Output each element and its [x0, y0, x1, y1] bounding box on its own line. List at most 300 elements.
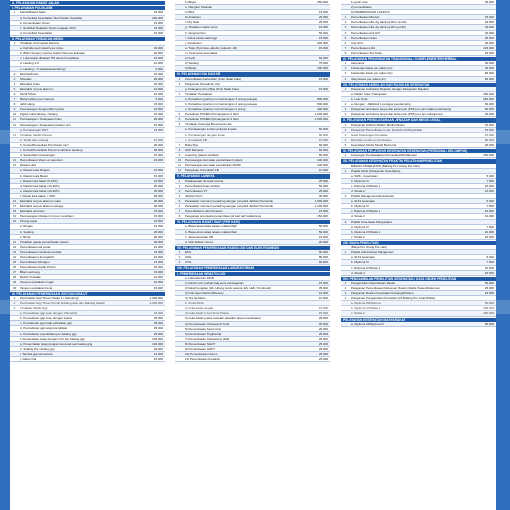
row-number — [10, 143, 19, 147]
row-number: 8 — [178, 147, 181, 152]
row-label: a. Laboratorium Klinik — [185, 275, 215, 280]
row-price: 35.000 — [318, 193, 328, 198]
row-label: i. Cabut tunda sakit/ gigi — [185, 35, 218, 40]
row-price: 50.000 — [318, 30, 328, 35]
row-label: f. Rawat luka bakar > 30% — [20, 193, 56, 198]
row-price: 5.000 — [155, 66, 163, 71]
row-label: Pelepasan Konsultasi KB — [185, 168, 219, 173]
row-price: 100.000 — [152, 336, 163, 341]
section-header: VII. PELAYANAN PEMERIKSAAN RADIOLOGI DAN ELEKTROMEDIS — [175, 246, 330, 250]
row-number: 5 — [344, 142, 347, 147]
row-number — [10, 153, 19, 157]
row-number: 2 — [344, 66, 347, 71]
row-price: 10.000 — [318, 137, 328, 142]
row-number: 3 — [344, 132, 347, 137]
row-price: 50.000 — [484, 127, 494, 132]
row-price: 5.000 — [486, 199, 494, 204]
row-label: e. Rawat luka bakar (20-30%) — [20, 188, 60, 193]
row-number — [10, 148, 19, 152]
section-header: I. PEMERIKSAAN HEMATOLOGI — [175, 272, 330, 276]
row-price: 150.000 — [317, 214, 328, 219]
row-price: 50.000 — [484, 76, 494, 81]
row-number — [341, 322, 350, 326]
row-label: Pelaksanaan Surveal control — [185, 178, 224, 183]
column-2 — [175, 0, 330, 362]
row-price — [302, 122, 330, 126]
row-number: 4 — [344, 76, 347, 81]
row-price: 45.000 — [153, 188, 163, 193]
row-label: Tindakan Medik Khusus — [20, 132, 52, 137]
row-price: 50.000 — [318, 183, 328, 188]
row-number: 25 — [12, 260, 17, 265]
row-label: Karcis/Rawat Jalan — [20, 10, 46, 15]
row-label: b. Luar Kota — [351, 97, 368, 101]
row-number: 29 — [12, 280, 17, 285]
row-label: e. Pencabutan anestetikan per-batang gigi — [20, 331, 77, 336]
row-label: 2) pemeriksaan — [351, 5, 372, 10]
row-price — [137, 163, 165, 167]
row-label: a. Konsultasi Kesehatan Oleh Dokter Spesialis — [20, 15, 83, 20]
row-label: 10) Pemeriksaan Ureum — [185, 352, 218, 357]
row-label: Bebat jahitan per luasnya — [20, 97, 54, 102]
row-label: Pemeriksaan tali pusat — [20, 244, 51, 249]
row-number: 6 — [178, 203, 181, 208]
row-number — [175, 347, 184, 351]
row-price: 15.000 — [153, 102, 163, 107]
row-price: 10.000 — [318, 291, 328, 295]
row-number: 20 — [12, 219, 17, 224]
row-label: a. Diploma III/Diploma IV — [351, 321, 385, 326]
row-label: Pelayanan Rekam Kesehatan Keluarga/Pasien — [351, 291, 414, 296]
row-label: Ekstraksi serumen — [20, 209, 45, 214]
row-label: Tampon epistaksis berat — [20, 285, 53, 290]
row-number — [341, 184, 350, 188]
row-price: 15.000 — [153, 209, 163, 214]
row-number: 1 — [344, 86, 347, 91]
row-number: 2 — [13, 300, 16, 305]
row-label: h. Gingivectomi — [185, 30, 206, 35]
row-price: 15.000 — [153, 86, 163, 91]
row-number: 15 — [12, 163, 17, 168]
row-label: Perawatan normal 2 penadrng dengan penyakit Jahitan Perinstruk — [185, 198, 274, 203]
row-label: Pelayanan ambulans tanpa dan kelompok (PSK) per jam selanjutnya — [351, 112, 443, 117]
row-price: 25.000 — [484, 0, 494, 4]
row-number — [175, 127, 184, 131]
row-price — [302, 82, 330, 86]
row-number: 6 — [178, 122, 181, 127]
row-number — [341, 311, 350, 315]
row-price: 10.000 — [484, 214, 494, 219]
row-number — [341, 0, 350, 4]
row-number — [10, 224, 19, 228]
row-number: 16 — [12, 198, 17, 203]
row-number — [175, 311, 184, 315]
row-number: 2 — [344, 20, 347, 25]
row-price: 250.000 — [483, 97, 494, 101]
row-number: 9 — [178, 152, 181, 157]
table-row — [10, 286, 165, 291]
row-number — [10, 16, 19, 20]
section-header: VIII. PELAYANAN PEMERIKSAAN LABORATORIUM — [175, 266, 330, 270]
row-label: 1) ppeh vete — [351, 0, 368, 4]
row-price: 60.000 — [318, 260, 328, 265]
row-label: a. Pelayanan Ibu Nifas (Post Natal Care) — [185, 86, 240, 91]
row-label: c. Berat — [20, 234, 31, 239]
row-number: 28 — [12, 275, 17, 280]
row-label: a. Dalam Kota / Kabupaten — [351, 91, 388, 96]
row-number: 30 — [12, 285, 17, 290]
row-price: 2.000.000 — [149, 300, 163, 305]
row-label: b. Rawat Luka Besar — [20, 173, 48, 178]
row-price: 10.000 — [153, 153, 163, 158]
row-price: 50.000 — [484, 61, 494, 66]
row-price: 5.000 — [155, 97, 163, 102]
table-row — [341, 271, 496, 276]
row-label: 1) Bibir — [185, 10, 195, 15]
row-price: 50.000 — [318, 229, 328, 234]
row-label: b. Konsul/Konsultasi Pra Dokter Gizi — [20, 142, 69, 147]
row-price: 400.000 — [317, 107, 328, 112]
row-number — [341, 260, 350, 264]
row-price: 15.000 — [484, 122, 494, 127]
row-label: g. Tindakan medis minor — [185, 25, 218, 30]
row-label: 1) Kecil — [185, 56, 196, 61]
row-number — [341, 5, 350, 9]
row-label: Pelayanan ambulans tanpa dan kelompok (PSK) per jam tidak pendamping — [351, 107, 452, 112]
row-label: Bilas Lambung — [20, 270, 40, 275]
row-number — [175, 352, 184, 356]
row-price: 25.000 — [318, 357, 328, 362]
row-label: Sirih Mamosa — [185, 147, 204, 152]
row-number: 5 — [13, 86, 16, 91]
row-number: 1 — [13, 295, 16, 300]
row-label: a. Diploma III/Diploma — [351, 301, 381, 306]
row-number: 7 — [178, 142, 181, 147]
row-label: c. Sertifikat Swakasir Surat Lengkap 2014 — [20, 25, 76, 30]
row-label: c. Luka bakar dibawah 5% tanpa Komplikasi — [20, 56, 79, 61]
section-header: IV. PELAYANAN KIA DAN KB — [175, 72, 330, 76]
row-number: 8 — [344, 50, 347, 55]
row-label: Pelayanan Ambulans Rujukan dengan Pelayanan Rujukan — [351, 86, 429, 91]
row-label: Akupuntur — [351, 61, 365, 66]
row-label: b. Pemeriksaan Visum — [20, 20, 50, 25]
row-price: 15.000 — [153, 351, 163, 356]
row-label: Akupresure per paket (1x) — [351, 76, 386, 81]
row-label: d. Strata 2 — [351, 270, 365, 275]
row-price: 1.100.000 — [314, 203, 328, 208]
row-price: 15.000 — [153, 224, 163, 229]
row-label: a. Persalinan (partus) normal dengan 3 orang petugas — [185, 96, 258, 101]
row-label: Kesehatan Medis Model Barcorret — [351, 142, 397, 147]
row-number — [10, 67, 19, 71]
row-number: 3 — [344, 71, 347, 76]
row-price: 25.000 — [153, 331, 163, 336]
row-label: Pelayanan Pengambilan Penelitian (Di Bidang Per Judul/Paket) — [351, 296, 436, 301]
row-number: 8 — [13, 102, 16, 107]
row-number: 1 — [178, 178, 181, 183]
row-label: 2) Anaksam — [185, 15, 201, 20]
row-price — [468, 250, 496, 254]
row-price: 20.000 — [318, 326, 328, 331]
row-price: 15.000 — [484, 50, 494, 55]
row-label: e. Mengkur Tekanan — [185, 5, 213, 10]
row-price: 25.000 — [318, 347, 328, 352]
row-label: a. Pencabutan gigi susu dengan Chlorethyl — [20, 311, 78, 316]
row-price: 10.000 — [318, 168, 328, 173]
section-header: XII. PELAYANAN AMBULAN DAN RUJUKAN KESEHATAN — [341, 83, 496, 87]
row-label: Pembuatan Gigi Tiruan Penuh Rahang atas dan Rahang bawah — [20, 300, 105, 305]
table-row — [10, 31, 165, 36]
row-price: 25.000 — [318, 352, 328, 357]
row-label: b. Sedang — [20, 229, 34, 234]
row-label: Persalinan PONED (Penanganan 3 hari) — [185, 117, 239, 122]
row-label: a. SLTA sederajat — [351, 255, 375, 260]
table-row — [341, 143, 496, 148]
row-price: 50.000 — [318, 127, 328, 132]
section-header: A. PELAYANAN RAWAT JALAN — [10, 1, 165, 5]
table-row — [341, 235, 496, 240]
row-price: 20.000 — [153, 265, 163, 270]
row-number — [10, 316, 19, 320]
row-price: 30.000 — [153, 234, 163, 239]
row-label: d. Surat Alami Keterangan — [20, 153, 56, 158]
row-number: 1 — [178, 76, 181, 81]
row-price: 1.500.000 — [314, 117, 328, 122]
row-price — [468, 87, 496, 91]
row-label: b. Diploma IV/Strata 1 — [351, 306, 381, 311]
row-label: a. Pemasangan implan pelepas implan — [185, 127, 237, 132]
row-price: 15.000 — [484, 15, 494, 20]
row-label: Jahit ulang — [20, 102, 35, 107]
table-row — [175, 260, 330, 265]
row-price — [137, 133, 165, 137]
row-label: h. Scaling Per rahang gigi — [20, 346, 55, 351]
row-price: 30.000 — [484, 40, 494, 45]
row-label: d. Rawat luka bakar (10-20%) — [20, 183, 60, 188]
row-number: 2 — [344, 286, 347, 291]
row-price: 10.000 — [484, 209, 494, 214]
row-label: Pemeriksaan insufiensi perbaik — [20, 249, 62, 254]
row-price: 30.000 — [153, 46, 163, 51]
row-number: 13 — [12, 132, 17, 137]
row-number: 3 — [344, 219, 347, 224]
row-label: Tindakan Unit Gawat Darurat — [20, 41, 59, 46]
row-price: 15.000 — [153, 178, 163, 183]
row-label: Ekstraksi Kuku — [20, 81, 40, 86]
row-price — [302, 276, 330, 280]
row-label: Fisioterapi dasar per pakel (1x) — [351, 66, 393, 71]
row-label: 1) Gula darah sesaat — [185, 306, 214, 311]
row-price — [468, 245, 496, 249]
row-label: Pemeriksaan Hbs Ag (lainnya Rhu jernih) — [351, 25, 406, 30]
row-label: Tampon epistaksis ringan — [20, 280, 54, 285]
row-label: c. Strata 2 — [351, 311, 365, 316]
row-number — [341, 204, 350, 208]
row-price: 25.000 — [484, 35, 494, 40]
row-number — [175, 337, 184, 341]
row-label: Ekstraksi corpus alienum telinga — [20, 204, 64, 209]
row-price: 800.000 — [317, 96, 328, 101]
row-number: 2 — [13, 71, 16, 76]
row-number: 12 — [177, 168, 182, 173]
row-price: 40.000 — [484, 66, 494, 71]
row-number: 11 — [12, 117, 17, 122]
row-price: 15.000 — [153, 10, 163, 15]
row-label: Bedah Tiroidale — [20, 275, 41, 280]
row-label: Pemeriksaan Gram — [351, 35, 377, 40]
row-label: Pelayanan Persalinan (Isi) — [185, 81, 221, 86]
row-label: Pemeriksaan Visum et repertum — [20, 158, 63, 163]
row-price — [137, 41, 165, 45]
row-price: 20.000 — [484, 142, 494, 147]
row-label: b. Diploma III — [351, 260, 369, 265]
row-number — [175, 97, 184, 101]
table-row — [341, 153, 496, 158]
row-label: 8) Pemeriksaan SGOT — [185, 341, 216, 346]
row-number — [175, 36, 184, 40]
row-label: 9) Pemeriksaan SGPT — [185, 347, 216, 352]
row-price: 7.500 — [486, 204, 494, 209]
row-price: 75.000 — [318, 61, 328, 66]
row-price: 25.000 — [318, 341, 328, 346]
row-label: a. Pemasangan NGT — [20, 127, 49, 132]
table-row — [341, 322, 496, 327]
row-number: 4 — [344, 137, 347, 142]
row-price — [302, 301, 330, 305]
row-number — [175, 133, 184, 137]
row-label: a. Trato (Pyrolova, alkoful, pulpectl, dll) — [185, 45, 237, 50]
row-number — [10, 138, 19, 142]
row-price — [468, 5, 496, 9]
row-label: Tindakan Medik Gigi — [20, 306, 48, 311]
row-price: 15.000 — [153, 311, 163, 316]
row-price — [302, 51, 330, 55]
row-price: 35.000 — [318, 285, 328, 290]
row-label: Pemeriksaan Hbs Ag (lainnya Rhu Jernih) — [351, 20, 407, 25]
row-label: 5) Pemeriksaan Asam Urat — [185, 326, 221, 331]
row-number — [10, 352, 19, 356]
row-price: 20.000 — [153, 117, 163, 122]
row-price: 15.000 — [153, 255, 163, 260]
table-row — [341, 311, 496, 316]
row-number: 23 — [12, 249, 17, 254]
row-number: 3 — [344, 291, 347, 296]
row-label: Pemeriksaan Kadar Prarro — [20, 265, 56, 270]
row-number — [175, 5, 184, 9]
row-label: Surat Keterangan Kematian — [351, 132, 389, 137]
row-number — [175, 291, 184, 295]
row-price: 15.000 — [318, 280, 328, 285]
row-price: 1.000.000 — [314, 112, 328, 117]
row-number: 3 — [178, 260, 181, 265]
row-price: 20.000 — [153, 239, 163, 244]
row-number: 5 — [178, 198, 181, 203]
row-label: a. Rawat Luka Ringan — [20, 168, 50, 173]
row-label: b. Kimia Klinik — [185, 301, 204, 306]
row-price: 15.000 — [153, 158, 163, 163]
row-price: 15.000 — [318, 209, 328, 214]
row-price: 40.000 — [153, 198, 163, 203]
row-label: Pinang sejuk — [20, 219, 38, 224]
row-price: 5.000 — [486, 173, 494, 178]
row-price: 50.000 — [484, 102, 494, 107]
row-label: g. Penambalan tetap dengan komposit per-batang gigi — [20, 341, 93, 346]
row-price: 20.000 — [153, 76, 163, 81]
row-price: 10.000 — [153, 244, 163, 249]
row-price: 15.000 — [153, 25, 163, 30]
row-label: d. Heating 1-5 — [20, 61, 39, 66]
row-label: b. Biaya akomodasi tetapu maksur/hari — [185, 229, 237, 234]
row-label: a. Diploma III — [351, 224, 369, 229]
row-number — [10, 321, 19, 325]
row-price: 15.000 — [153, 173, 163, 178]
row-number: 3 — [344, 25, 347, 30]
row-price: 10.000 — [484, 265, 494, 270]
row-price: 15.000 — [484, 291, 494, 296]
row-number — [175, 224, 184, 228]
row-label: USG — [185, 255, 192, 260]
row-label: c. Diploma IV/Strata 1 — [351, 183, 381, 188]
table-row — [175, 240, 330, 245]
row-price: 60.000 — [318, 142, 328, 147]
row-price — [468, 194, 496, 198]
row-label: c. Konsultasi KB — [185, 137, 207, 142]
row-number: 10 — [177, 158, 182, 163]
row-price: 15.000 — [153, 249, 163, 254]
row-price: 25.000 — [153, 183, 163, 188]
row-price — [302, 5, 330, 9]
row-price — [302, 92, 330, 96]
row-price: 25.000 — [484, 286, 494, 291]
row-number: 1 — [344, 280, 347, 285]
row-label: i. Tambal gigi sementara — [20, 351, 53, 356]
row-price: 5.000 — [486, 255, 494, 260]
row-price — [468, 220, 496, 224]
row-label: 1) Biaya — [185, 0, 197, 4]
row-label: CTG — [185, 260, 192, 265]
row-label: f. Penambalan tetap dengan GIC per-batang gigi — [20, 336, 85, 341]
row-label: Tandi Tirban — [20, 92, 37, 97]
row-price: 50.000 — [318, 250, 328, 255]
row-number — [341, 214, 350, 218]
section-header: I. PELAYANAN POLIKLINIK — [10, 6, 165, 10]
section-header: IX. PELAYANAN PENGOBATAN TRADISIONAL / KOMPLEMENTER/HERBAL — [341, 57, 496, 61]
row-price: 150.000 — [483, 153, 494, 158]
row-number — [10, 128, 19, 132]
row-price: 15.000 — [318, 306, 328, 311]
row-label: Pemeriksaan Tes Tetas — [351, 50, 382, 55]
table-row — [341, 51, 496, 56]
row-price: 20.000 — [153, 51, 163, 56]
row-price: 40.000 — [153, 346, 163, 351]
row-label: Liweritng (pasca Vertikal) — [185, 152, 219, 157]
row-number — [10, 31, 19, 35]
row-label: Pemasangan dengan Bleri (pola) — [20, 107, 64, 112]
row-number — [10, 332, 19, 336]
row-number: 21 — [12, 239, 17, 244]
row-label: Pelayanan Pemeriksaan Dokumen Rekam Medis Pasien/Dokumen — [351, 286, 441, 291]
row-number — [10, 21, 19, 25]
row-price: 15.000 — [318, 35, 328, 40]
row-number — [175, 20, 184, 24]
row-label: Pemasangan / Pelepasan Infus — [20, 117, 62, 122]
row-price: 40.000 — [484, 20, 494, 25]
row-price: 15.000 — [153, 127, 163, 132]
row-price: 25.000 — [318, 331, 328, 336]
row-number: 1 — [344, 122, 347, 127]
row-number: 1 — [344, 153, 347, 158]
row-label: c. Pencabutan gigi tetap perbaikan gigi — [20, 321, 72, 326]
